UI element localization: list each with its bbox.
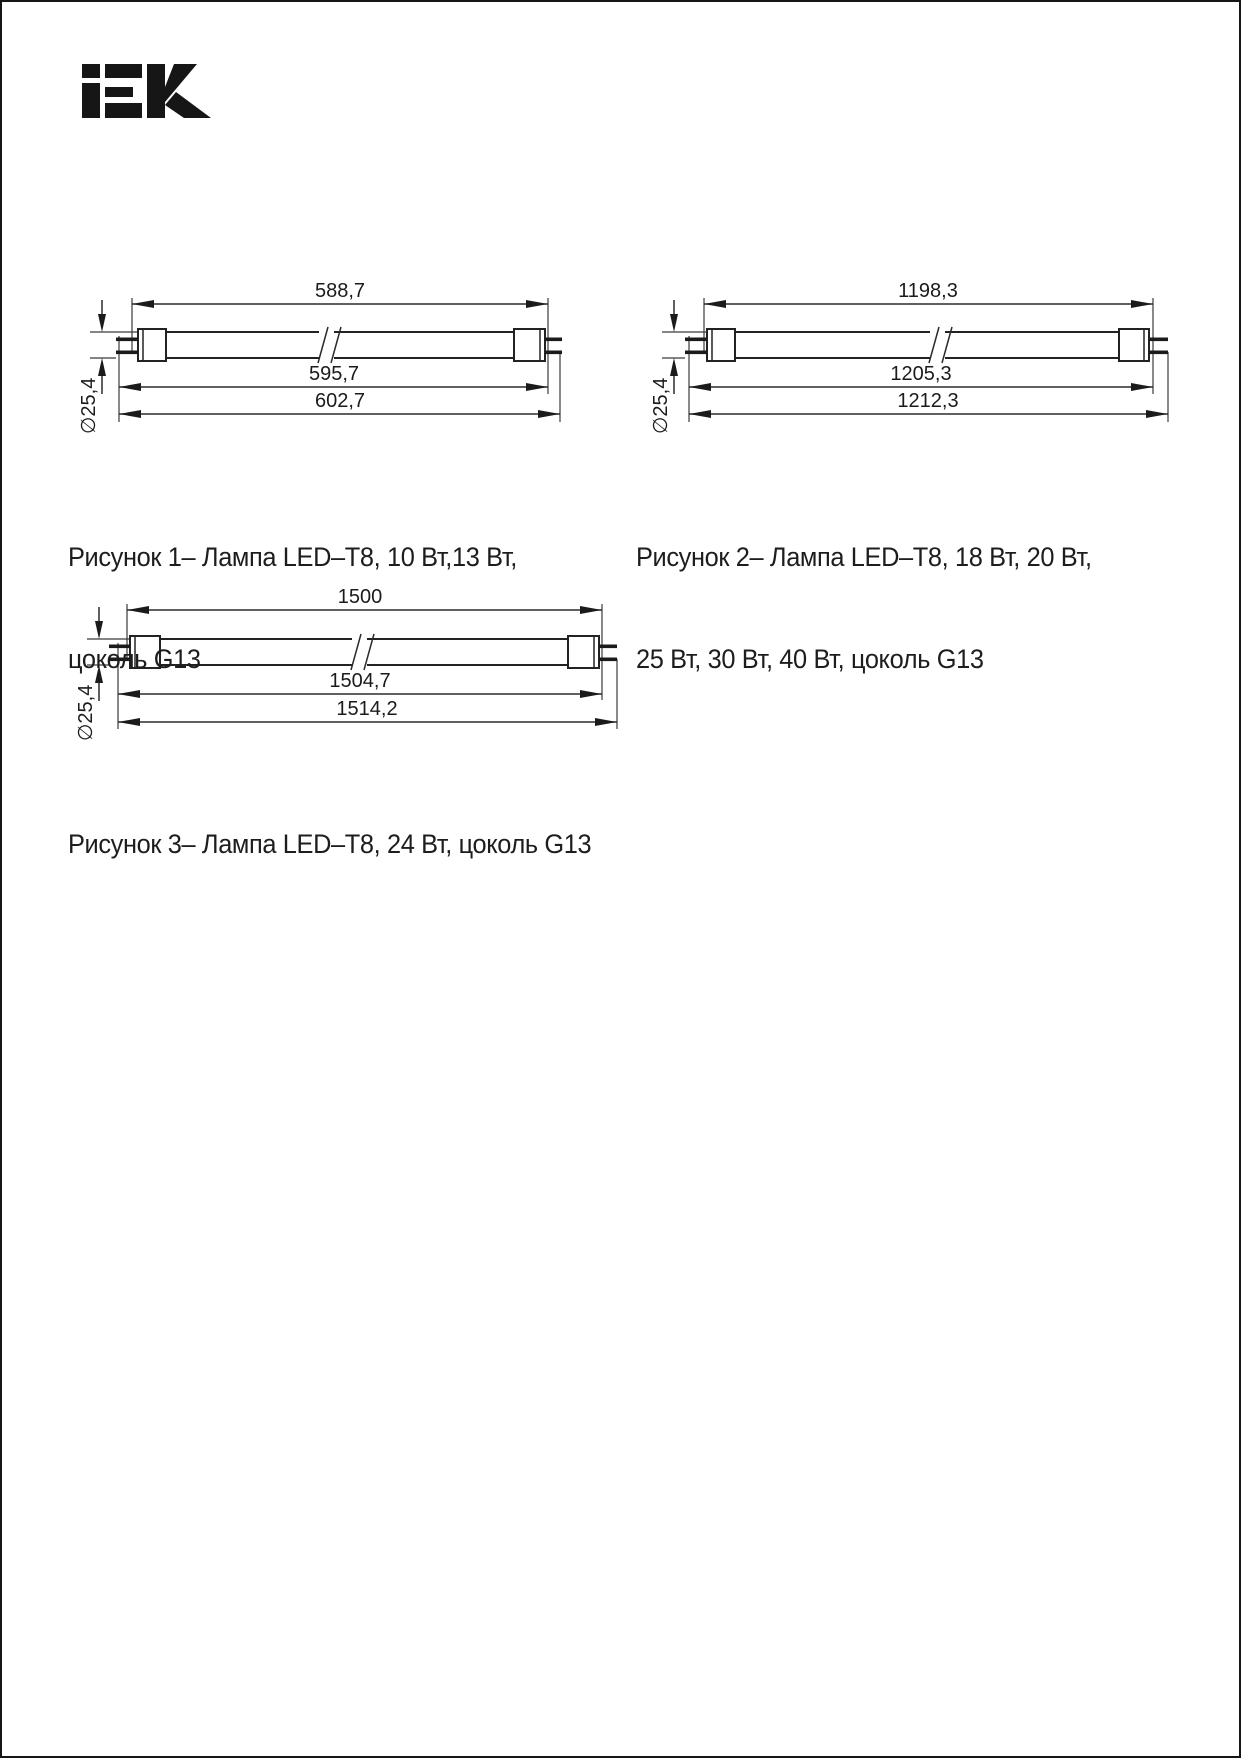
fig1-dim-bottom [119, 390, 560, 418]
fig1-dim-diameter [78, 300, 106, 434]
fig3-dim-bottom-label: 1514,2 [336, 698, 398, 720]
fig2-dim-bottom [689, 390, 1168, 418]
figure-2-drawing [627, 250, 1177, 450]
fig1-lamp-tube [116, 327, 562, 363]
figure-2-caption-line1: Рисунок 2– Лампа LED–T8, 18 Вт, 20 Вт, [636, 542, 1092, 572]
figure-1-caption [68, 472, 517, 744]
iek-logo [82, 64, 212, 119]
fig2-lamp-tube [685, 327, 1168, 363]
fig2-dim-mid-label: 1205,3 [890, 363, 952, 385]
fig3-dim-diameter-label: ∅25,4 [75, 684, 97, 741]
figure-2-caption [636, 472, 1092, 744]
figure-1-drawing [62, 250, 587, 450]
fig1-dim-bottom-label: 602,7 [314, 390, 366, 412]
figure-1-caption-line2: цоколь G13 [68, 644, 201, 674]
fig2-dim-top [704, 280, 1153, 308]
fig2-dim-diameter-label: ∅25,4 [650, 377, 672, 434]
fig2-dim-bottom-label: 1212,3 [897, 390, 959, 412]
fig2-dim-mid [689, 363, 1153, 391]
fig1-dim-diameter-label: ∅25,4 [78, 377, 100, 434]
figure-3-caption [68, 759, 591, 929]
fig3-dim-mid-label: 1504,7 [329, 670, 391, 692]
iek-logo-glyphs [82, 64, 211, 118]
fig1-dim-top-label: 588,7 [314, 280, 366, 302]
fig1-dim-mid [119, 363, 548, 391]
fig2-dim-diameter [650, 300, 678, 434]
fig3-dim-top-label: 1500 [337, 586, 383, 608]
fig2-dim-top-label: 1198,3 [898, 280, 958, 302]
figure-1-caption-line1: Рисунок 1– Лампа LED–T8, 10 Вт,13 Вт, [68, 542, 517, 572]
fig1-dim-mid-label: 595,7 [308, 363, 360, 385]
fig1-dim-top [132, 280, 548, 308]
figure-3-caption-line1: Рисунок 3– Лампа LED–T8, 24 Вт, цоколь G13 [68, 829, 592, 859]
figure-2-caption-line2: 25 Вт, 30 Вт, 40 Вт, цоколь G13 [636, 644, 984, 674]
